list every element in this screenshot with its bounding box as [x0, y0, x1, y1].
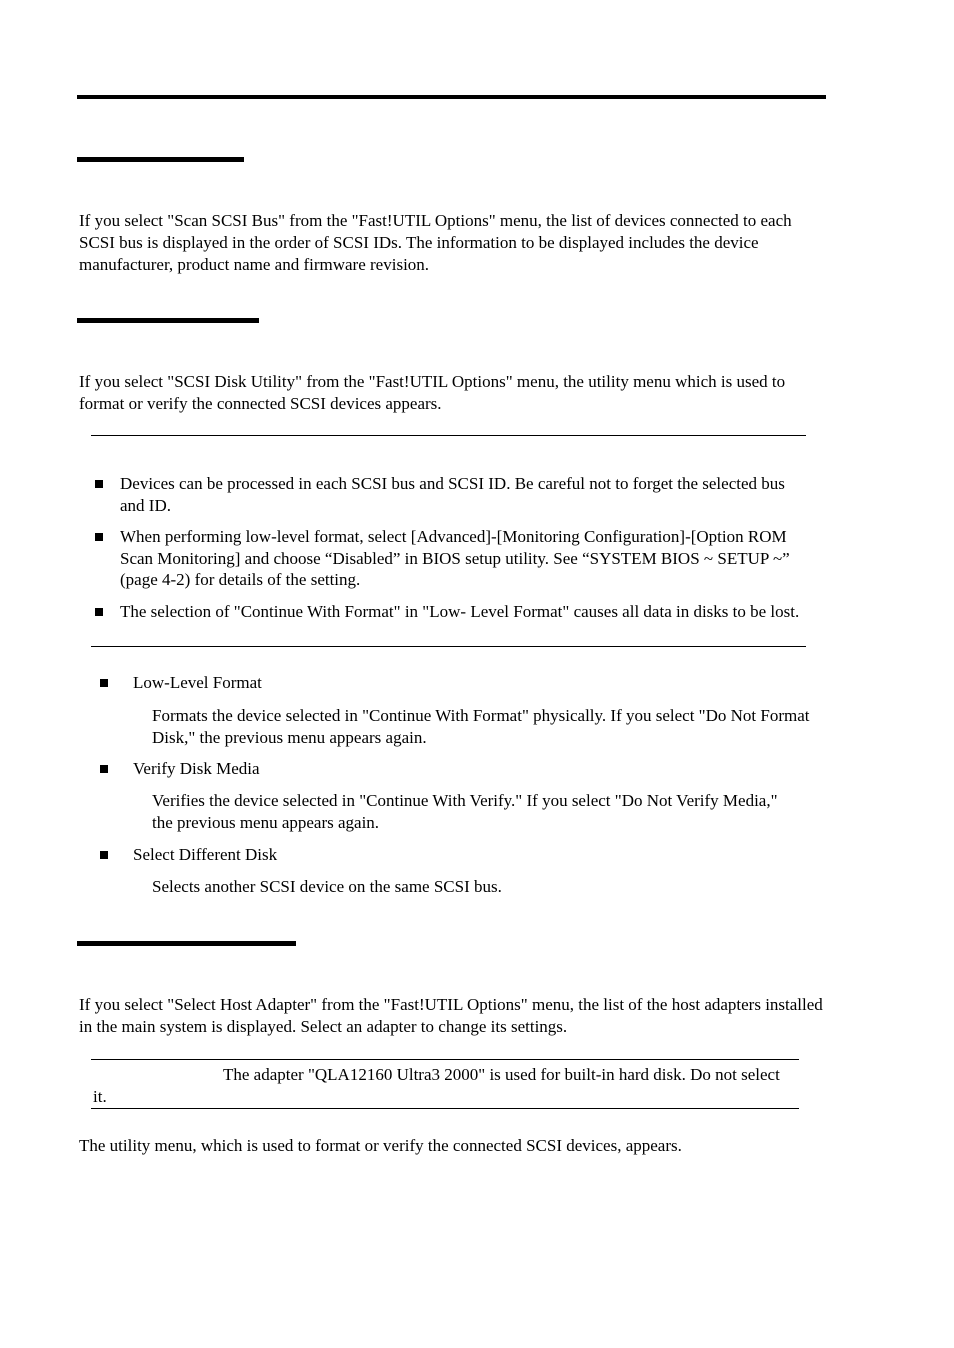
menu-item-label: Low-Level Format — [133, 673, 262, 692]
note-box-bottom-line — [91, 646, 806, 647]
section-heading-rule-select-host-adapter — [77, 941, 296, 946]
adapter-note-top-line — [91, 1059, 799, 1060]
scsi-disk-utility-paragraph: If you select "SCSI Disk Utility" from the "Fast!UTIL Options" menu, the utility menu which is used to format or verify the connected SCSI devices appears. — [79, 372, 786, 413]
menu-item-label: Verify Disk Media — [133, 759, 260, 778]
note-text: When performing low-level format, select [Advanced]-[Monitoring Configuration]-[Option ROM Scan Monitoring] and choose “Disabled” in BIOS setup utility. See “SYSTEM BIOS ~ SETUP ~” (page 4-2) for details of the setting. — [120, 527, 790, 589]
menu-item-label: Select Different Disk — [133, 845, 278, 864]
note-text: Devices can be processed in each SCSI bus and SCSI ID. Be careful not to forget the selected bus and ID. — [120, 474, 785, 515]
section-heading-rule-scan-scsi-bus — [77, 157, 244, 162]
square-bullet-icon — [95, 480, 103, 488]
note-item — [93, 526, 813, 591]
menu-item-description: Verifies the device selected in "Continue With Verify." If you select "Do Not Verify Media," the previous menu appears again. — [152, 791, 778, 832]
note-box-top-line — [91, 435, 806, 436]
select-host-adapter-paragraph: If you select "Select Host Adapter" from the "Fast!UTIL Options" menu, the list of the host adapters installed in the main system is displayed. Select an adapter to change its settings. — [79, 995, 823, 1036]
adapter-note-text: The adapter "QLA12160 Ultra3 2000" is used for built-in hard disk. Do not select it. — [93, 1065, 780, 1106]
important-notes-list — [93, 473, 813, 632]
note-item — [93, 601, 813, 623]
utility-menu-footer-paragraph: The utility menu, which is used to format or verify the connected SCSI devices, appears. — [79, 1136, 682, 1155]
page-top-rule — [77, 95, 826, 99]
adapter-note-bottom-line — [91, 1108, 799, 1109]
note-item — [93, 473, 813, 516]
square-bullet-icon — [95, 608, 103, 616]
square-bullet-icon — [100, 679, 108, 687]
square-bullet-icon — [95, 533, 103, 541]
square-bullet-icon — [100, 765, 108, 773]
square-bullet-icon — [100, 851, 108, 859]
note-text: The selection of "Continue With Format" in "Low- Level Format" causes all data in disks to be lost. — [120, 601, 800, 621]
section-heading-rule-scsi-disk-utility — [77, 318, 259, 323]
menu-item-description: Formats the device selected in "Continue With Format" physically. If you select "Do Not Format Disk," the previous menu appears again. — [152, 706, 810, 747]
menu-item-description: Selects another SCSI device on the same SCSI bus. — [152, 877, 502, 896]
scan-scsi-bus-paragraph: If you select "Scan SCSI Bus" from the "Fast!UTIL Options" menu, the list of devices connected to each SCSI bus is displayed in the order of SCSI IDs. The information to be displayed includes the device manufacturer, product name and firmware revision. — [79, 211, 792, 274]
